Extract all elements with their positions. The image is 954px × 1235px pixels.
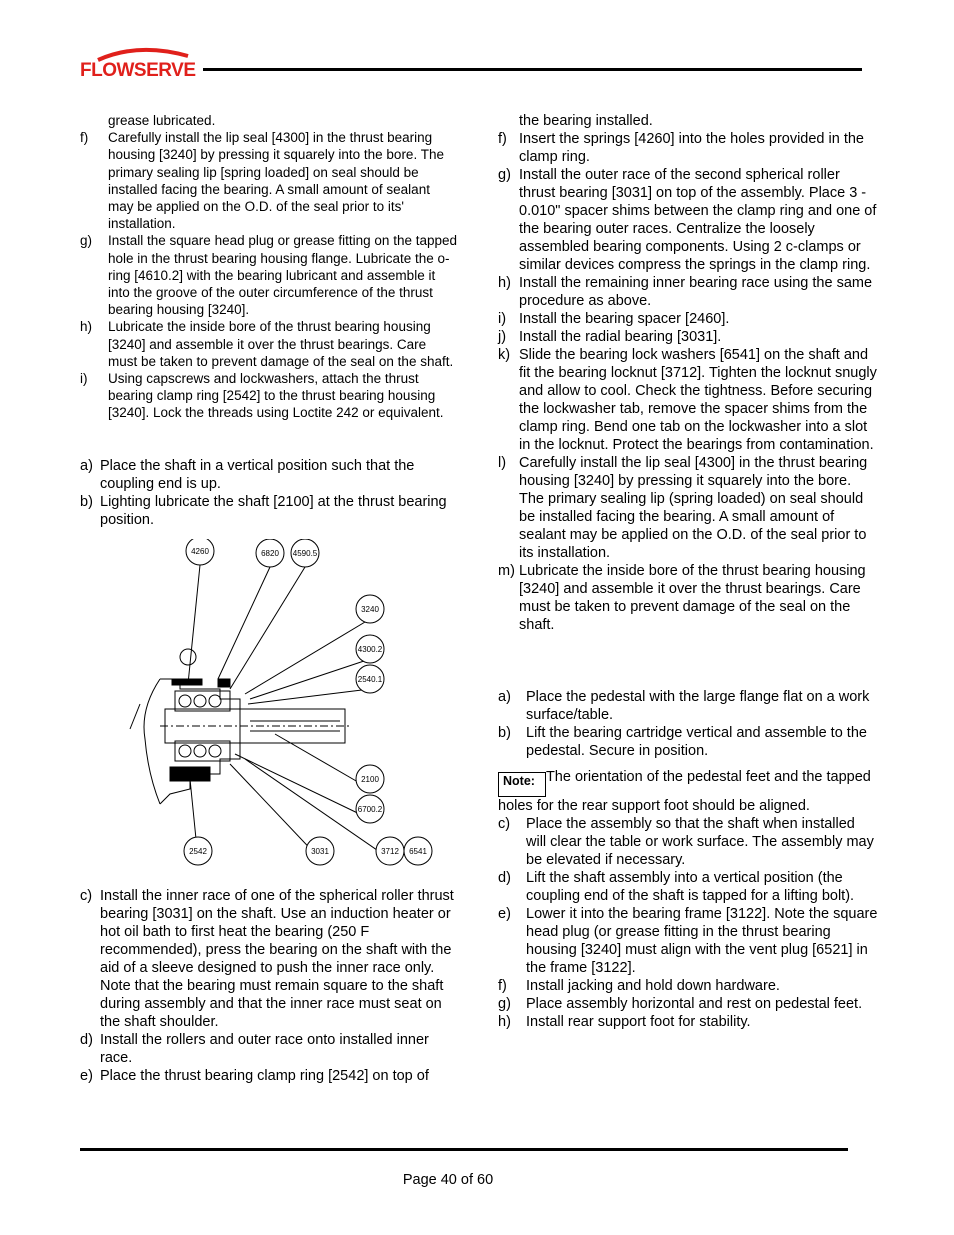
right-column: [498, 112, 878, 1031]
item-label: h): [498, 275, 511, 291]
header-rule: [203, 68, 862, 71]
callout-label: 3712: [381, 846, 399, 856]
list-item: [498, 688, 878, 724]
item-text: Carefully install the lip seal [4300] in the thrust bearing housing [3240] by pressing it squarely into the bore. The primary sealing lip (spring loaded) on seal should be installed facing the bearing. A small amount of sealant may be applied on the O.D. of the seal prior to its installation.: [519, 455, 868, 561]
item-text: Place the pedestal with the large flange flat on a work surface/table.: [526, 689, 870, 723]
list-item: [498, 310, 878, 328]
item-label: a): [80, 457, 93, 474]
item-label: c): [498, 816, 511, 832]
list-item: [498, 562, 878, 634]
item-text: Insert the springs [4260] into the holes provided in the clamp ring.: [519, 131, 864, 165]
item-label: g): [80, 233, 93, 249]
callout-label: 3240: [361, 604, 379, 614]
item-label: f): [498, 131, 507, 147]
item-text: Install the inner race of one of the spherical roller thrust bearing [3031] on the shaft. Use an induction heater or hot oil bath to first heat the bearing (250 F recommended), press the bearing on the shaft with the aid of a sleeve designed to push the inner race only. Note that the bearing must remain square to the shaft during assembly and that the inner race must seat on the shaft shoulder.: [100, 887, 454, 1030]
item-text: Install the bearing spacer [2460].: [519, 311, 730, 327]
list-item: [498, 995, 878, 1013]
item-text: Install the remaining inner bearing race using the same procedure as above.: [519, 275, 873, 309]
list-item: [498, 977, 878, 995]
item-label: k): [498, 347, 511, 363]
item-text: Place assembly horizontal and rest on pedestal feet.: [526, 996, 863, 1012]
list-item: [498, 1013, 878, 1031]
callout-label: 6700.2: [357, 804, 383, 814]
continued-text: the bearing installed.: [519, 113, 653, 129]
callout-label: 3031: [311, 846, 329, 856]
item-label: j): [498, 329, 507, 345]
item-text: Lubricate the inside bore of the thrust bearing housing [3240] and assemble it over the thrust bearings. Care must be taken to prevent damage of the seal on the shaft.: [519, 563, 866, 633]
list-item: [498, 346, 878, 454]
item-text: Using capscrews and lockwashers, attach the thrust bearing clamp ring [2542] to the thrust bearing housing [3240]. Lock the threads using Loctite 242 or equivalent.: [108, 371, 444, 421]
item-label: c): [80, 887, 93, 904]
continued-text: grease lubricated.: [108, 113, 216, 128]
list-item: [498, 166, 878, 274]
item-label: h): [498, 1014, 511, 1030]
item-label: m): [498, 563, 515, 579]
right-list-3: [498, 815, 878, 1031]
item-text: Carefully install the lip seal [4300] in the thrust bearing housing [3240] by pressing it squarely into the bore. The primary sealing lip [spring loaded] on seal should be installed facing the bearing. A small amount of sealant may be applied on the O.D. of the seal prior to its' installation.: [108, 130, 444, 232]
callout-label: 4590.5: [292, 548, 318, 558]
item-text: Install the square head plug or grease fitting on the tapped hole in the thrust bearing housing flange. Lubricate the o-ring [4610.2] with the bearing lubricant and assemble it into the groove of the outer circumference of the thrust bearing housing [3240].: [108, 233, 457, 318]
logo-text: FLOWSERVE: [80, 60, 196, 81]
item-label: l): [498, 455, 507, 471]
list-item: [498, 815, 878, 869]
footer-rule: [80, 1148, 848, 1151]
callout-label: 6820: [261, 548, 279, 558]
list-item: [498, 328, 878, 346]
list-item: [498, 905, 878, 977]
item-label: f): [498, 978, 507, 994]
list-item: [80, 1031, 458, 1067]
spacer: [498, 634, 878, 688]
item-label: g): [498, 167, 511, 183]
item-text: Lighting lubricate the shaft [2100] at the thrust bearing position.: [100, 493, 447, 528]
callout-label: 6541: [409, 846, 427, 856]
item-label: f): [80, 130, 89, 146]
item-label: e): [80, 1067, 93, 1084]
page-number: Page 40 of 60: [402, 1172, 494, 1188]
left-column: [80, 112, 458, 1085]
list-item: [80, 370, 458, 422]
item-label: i): [80, 371, 88, 387]
callout-label: 2540.1: [357, 674, 383, 684]
list-item: [80, 1067, 458, 1085]
flowserve-logo: [80, 44, 198, 84]
item-label: b): [498, 725, 511, 741]
list-item: [80, 457, 458, 493]
list-item: [80, 129, 458, 232]
right-list-2: [498, 688, 878, 760]
item-text: Lower it into the bearing frame [3122]. Note the square head plug (or grease fitting in the thrust bearing housing [3240] must align with the vent plug [6521] in the frame [3122].: [526, 906, 878, 976]
list-item: [498, 274, 878, 310]
spacer: [80, 422, 458, 457]
note-text: The orientation of the pedestal feet and the tapped holes for the rear support foot should be aligned.: [498, 769, 871, 814]
list-item: [80, 887, 458, 1031]
item-text: Place the thrust bearing clamp ring [2542] on top of: [100, 1067, 429, 1084]
item-text: Install the outer race of the second spherical roller thrust bearing [3031] on top of the assembly. Place 3 - 0.010" spacer shims between the clamp ring and one of the bearing outer races. Centralize the loosely assembled bearing components. Using 2 c-clamps or similar devices compress the springs in the clamp ring.: [519, 167, 877, 273]
item-text: Lubricate the inside bore of the thrust bearing housing [3240] and assemble it over the thrust bearings. Care must be taken to prevent damage of the seal on the shaft.: [108, 319, 454, 369]
bearing-assembly-figure: [100, 539, 460, 879]
item-label: d): [80, 1031, 93, 1048]
item-text: Install the radial bearing [3031].: [519, 329, 722, 345]
callout-label: 2542: [189, 846, 207, 856]
item-label: g): [498, 996, 511, 1012]
note-paragraph: [498, 768, 878, 815]
item-text: Slide the bearing lock washers [6541] on the shaft and fit the bearing locknut [3712]. Tighten the locknut snugly and allow to cool. Check the tightness. Before securing the lockwasher tab, remove the spacer shims from the clamp ring. Bend one tab on the lockwasher into a slot in the locknut. Protect the bearings from contamination.: [519, 347, 877, 453]
item-label: e): [498, 906, 511, 922]
item-text: Install the rollers and outer race onto installed inner race.: [100, 1031, 429, 1066]
item-text: Install rear support foot for stability.: [526, 1014, 751, 1030]
list-item: [498, 869, 878, 905]
note-label: Note:: [498, 772, 546, 797]
callout-label: 4260: [191, 546, 209, 556]
bearing-drawing: [100, 539, 460, 879]
left-list-1: [80, 129, 458, 421]
list-item: [498, 454, 878, 562]
item-label: h): [80, 319, 93, 335]
left-list-3: [80, 887, 458, 1085]
callout-label: 2100: [361, 774, 379, 784]
list-item: [498, 130, 878, 166]
item-text: Place the shaft in a vertical position such that the coupling end is up.: [100, 457, 415, 492]
item-label: a): [498, 689, 511, 705]
right-list-1: [498, 130, 878, 634]
list-item: [80, 232, 458, 318]
list-item: [80, 318, 458, 370]
item-text: Lift the bearing cartridge vertical and assemble to the pedestal. Secure in position.: [526, 725, 867, 759]
left-list-2: [80, 457, 458, 529]
item-label: b): [80, 493, 93, 510]
item-label: d): [498, 870, 511, 886]
item-text: Place the assembly so that the shaft when installed will clear the table or work surface. The assembly may be elevated if necessary.: [526, 816, 874, 868]
item-text: Lift the shaft assembly into a vertical position (the coupling end of the shaft is tapped for a lifting bolt).: [526, 870, 855, 904]
callout-label: 4300.2: [357, 644, 383, 654]
list-item: [80, 493, 458, 529]
item-label: i): [498, 311, 507, 327]
list-item: [498, 724, 878, 760]
item-text: Install jacking and hold down hardware.: [526, 978, 780, 994]
